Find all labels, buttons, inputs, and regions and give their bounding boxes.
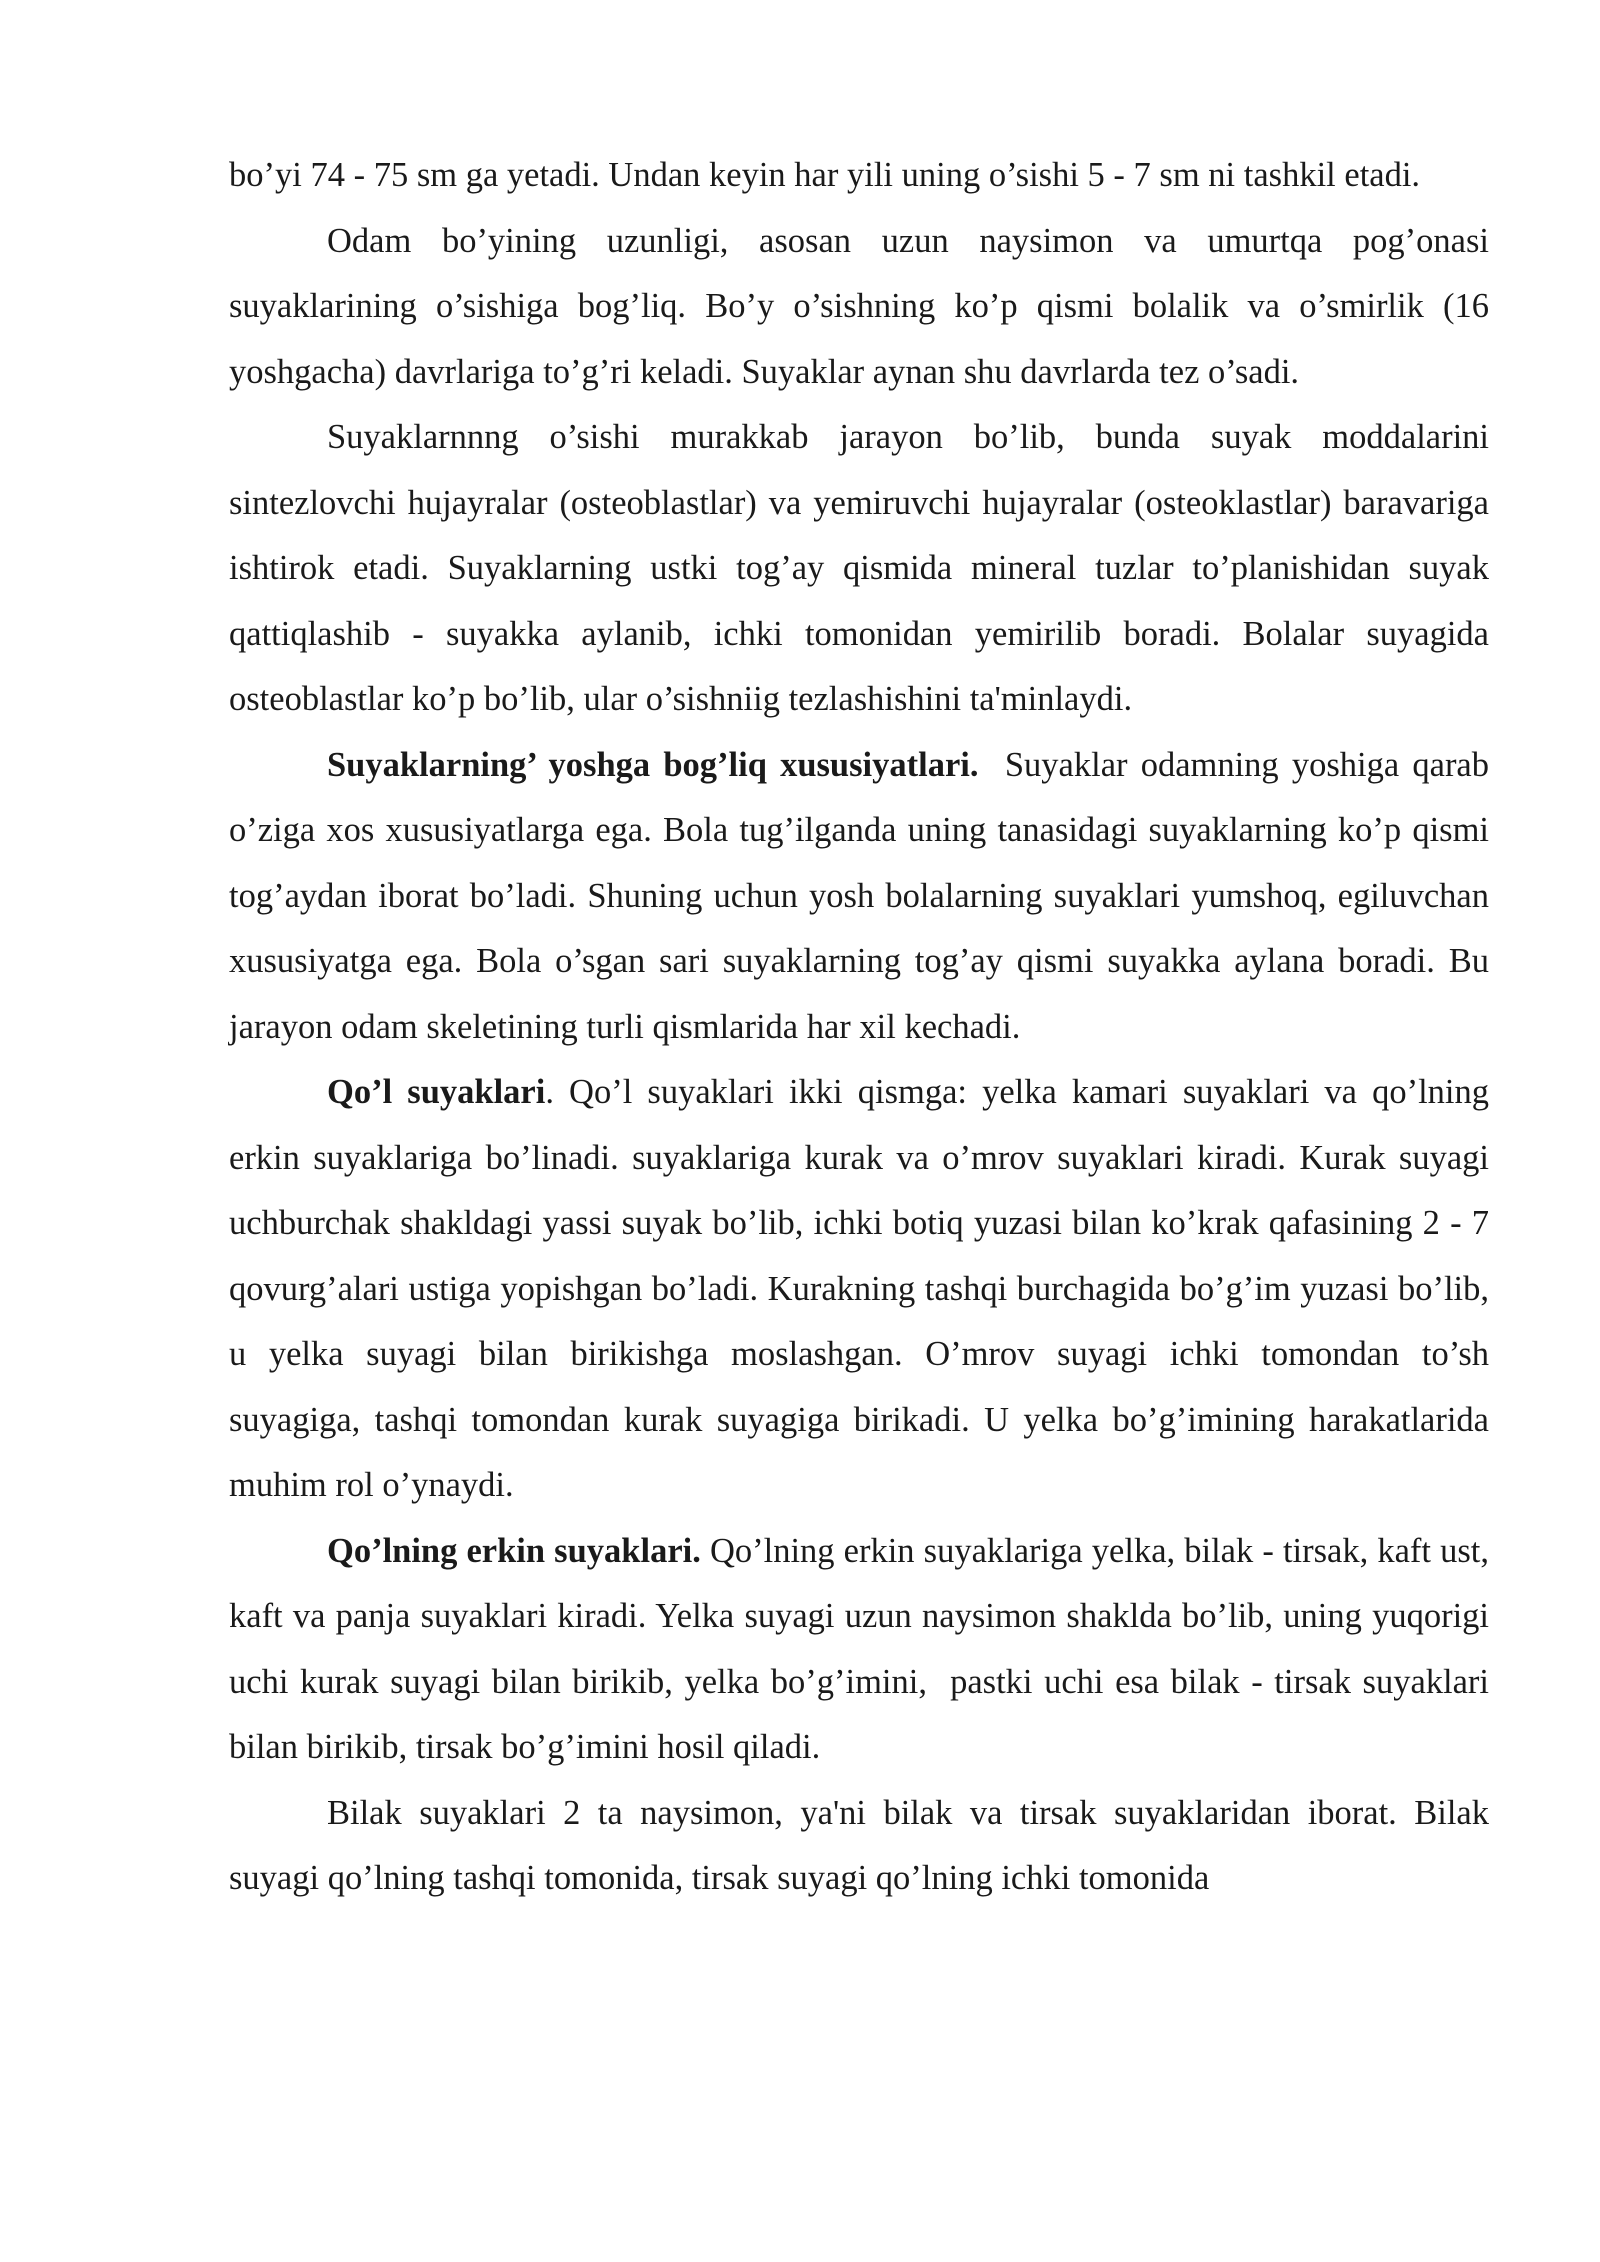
paragraph-2 bbox=[229, 209, 1489, 406]
paragraph-text: Suyaklar odamning yoshiga qarab o’ziga xos xususiyatlarga ega. Bola tug’ilganda uning tanasidagi suyaklarning ko’p qismi tog’aydan iborat bo’ladi. Shuning uchun yosh bolalarning suyaklari yumshoq, egiluvchan xususiyatga ega. Bola o’sgan sari suyaklarning tog’ay qismi suyakka aylana boradi. Bu jarayon odam skeletining turli qismlarida har xil kechadi. bbox=[229, 745, 1498, 1046]
paragraph-text: bo’yi 74 - 75 sm ga yetadi. Undan keyin har yili uning o’sishi 5 - 7 sm ni tashkil etadi. bbox=[229, 156, 1421, 194]
paragraph-3 bbox=[229, 405, 1489, 733]
paragraph-text: . Qo’l suyaklari ikki qismga: yelka kamari suyaklari va qo’lning erkin suyaklariga bo’linadi. suyaklariga kurak va o’mrov suyaklari kiradi. Kurak suyagi uchburchak shakldagi yassi suyak bo’lib, ichki botiq yuzasi bilan ko’krak qafasining 2 - 7 qovurg’alari ustiga yopishgan bo’ladi. Kurakning tashqi burchagida bo’g’im yuzasi bo’lib, u yelka suyagi bilan birikishga moslashgan. O’mrov suyagi ichki tomondan to’sh suyagiga, tashqi tomondan kurak suyagiga birikadi. U yelka bo’g’imining harakatlarida muhim rol o’ynaydi. bbox=[229, 1073, 1489, 1504]
paragraph-4 bbox=[229, 733, 1498, 1061]
paragraph-6 bbox=[229, 1519, 1507, 1781]
paragraph-text: Suyaklarnnng o’sishi murakkab jarayon bo’lib, bunda suyak moddalarini sintezlovchi hujayralar (osteoblastlar) va yemiruvchi hujayralar (osteoklastlar) baravariga ishtirok etadi. Suyaklarning ustki tog’ay qismida mineral tuzlar to’planishidan suyak qattiqlashib - suyakka aylanib, ichki tomonidan yemirilib boradi. Bolalar suyagida osteoblastlar ko’p bo’lib, ular o’sishniig tezlashishini ta'minlaydi. bbox=[229, 418, 1489, 718]
paragraph-5 bbox=[229, 1060, 1489, 1519]
paragraph-text: Odam bo’yining uzunligi, asosan uzun naysimon va umurtqa pog’onasi suyaklarining o’sishiga bog’liq. Bo’y o’sishning ko’p qismi bolalik va o’smirlik (16 yoshgacha) davrlariga to’g’ri keladi. Suyaklar aynan shu davrlarda tez o’sadi. bbox=[229, 221, 1489, 391]
paragraph-text: Qo’lning erkin suyaklariga yelka, bilak - tirsak, kaft ust, kaft va panja suyaklari kiradi. Yelka suyagi uzun naysimon shaklda bo’lib, uning yuqorigi uchi kurak suyagi bilan birikib, yelka bo’g’imini, pastki uchi esa bilak - tirsak suyaklari bilan birikib, tirsak bo’g’imini hosil qiladi. bbox=[229, 1531, 1507, 1766]
paragraph-7 bbox=[229, 1781, 1489, 1912]
section-heading: Qo’lning erkin suyaklari. bbox=[327, 1531, 701, 1570]
section-heading: Suyaklarning’ yoshga bog’liq xususiyatlari. bbox=[327, 745, 979, 784]
document-page bbox=[229, 143, 1507, 1912]
section-heading: Qo’l suyaklari bbox=[327, 1073, 546, 1111]
paragraph-1 bbox=[229, 143, 1489, 209]
paragraph-text: Bilak suyaklari 2 ta naysimon, ya'ni bilak va tirsak suyaklaridan iborat. Bilak suyagi qo’lning tashqi tomonida, tirsak suyagi qo’lning ichki tomonida bbox=[229, 1793, 1489, 1897]
